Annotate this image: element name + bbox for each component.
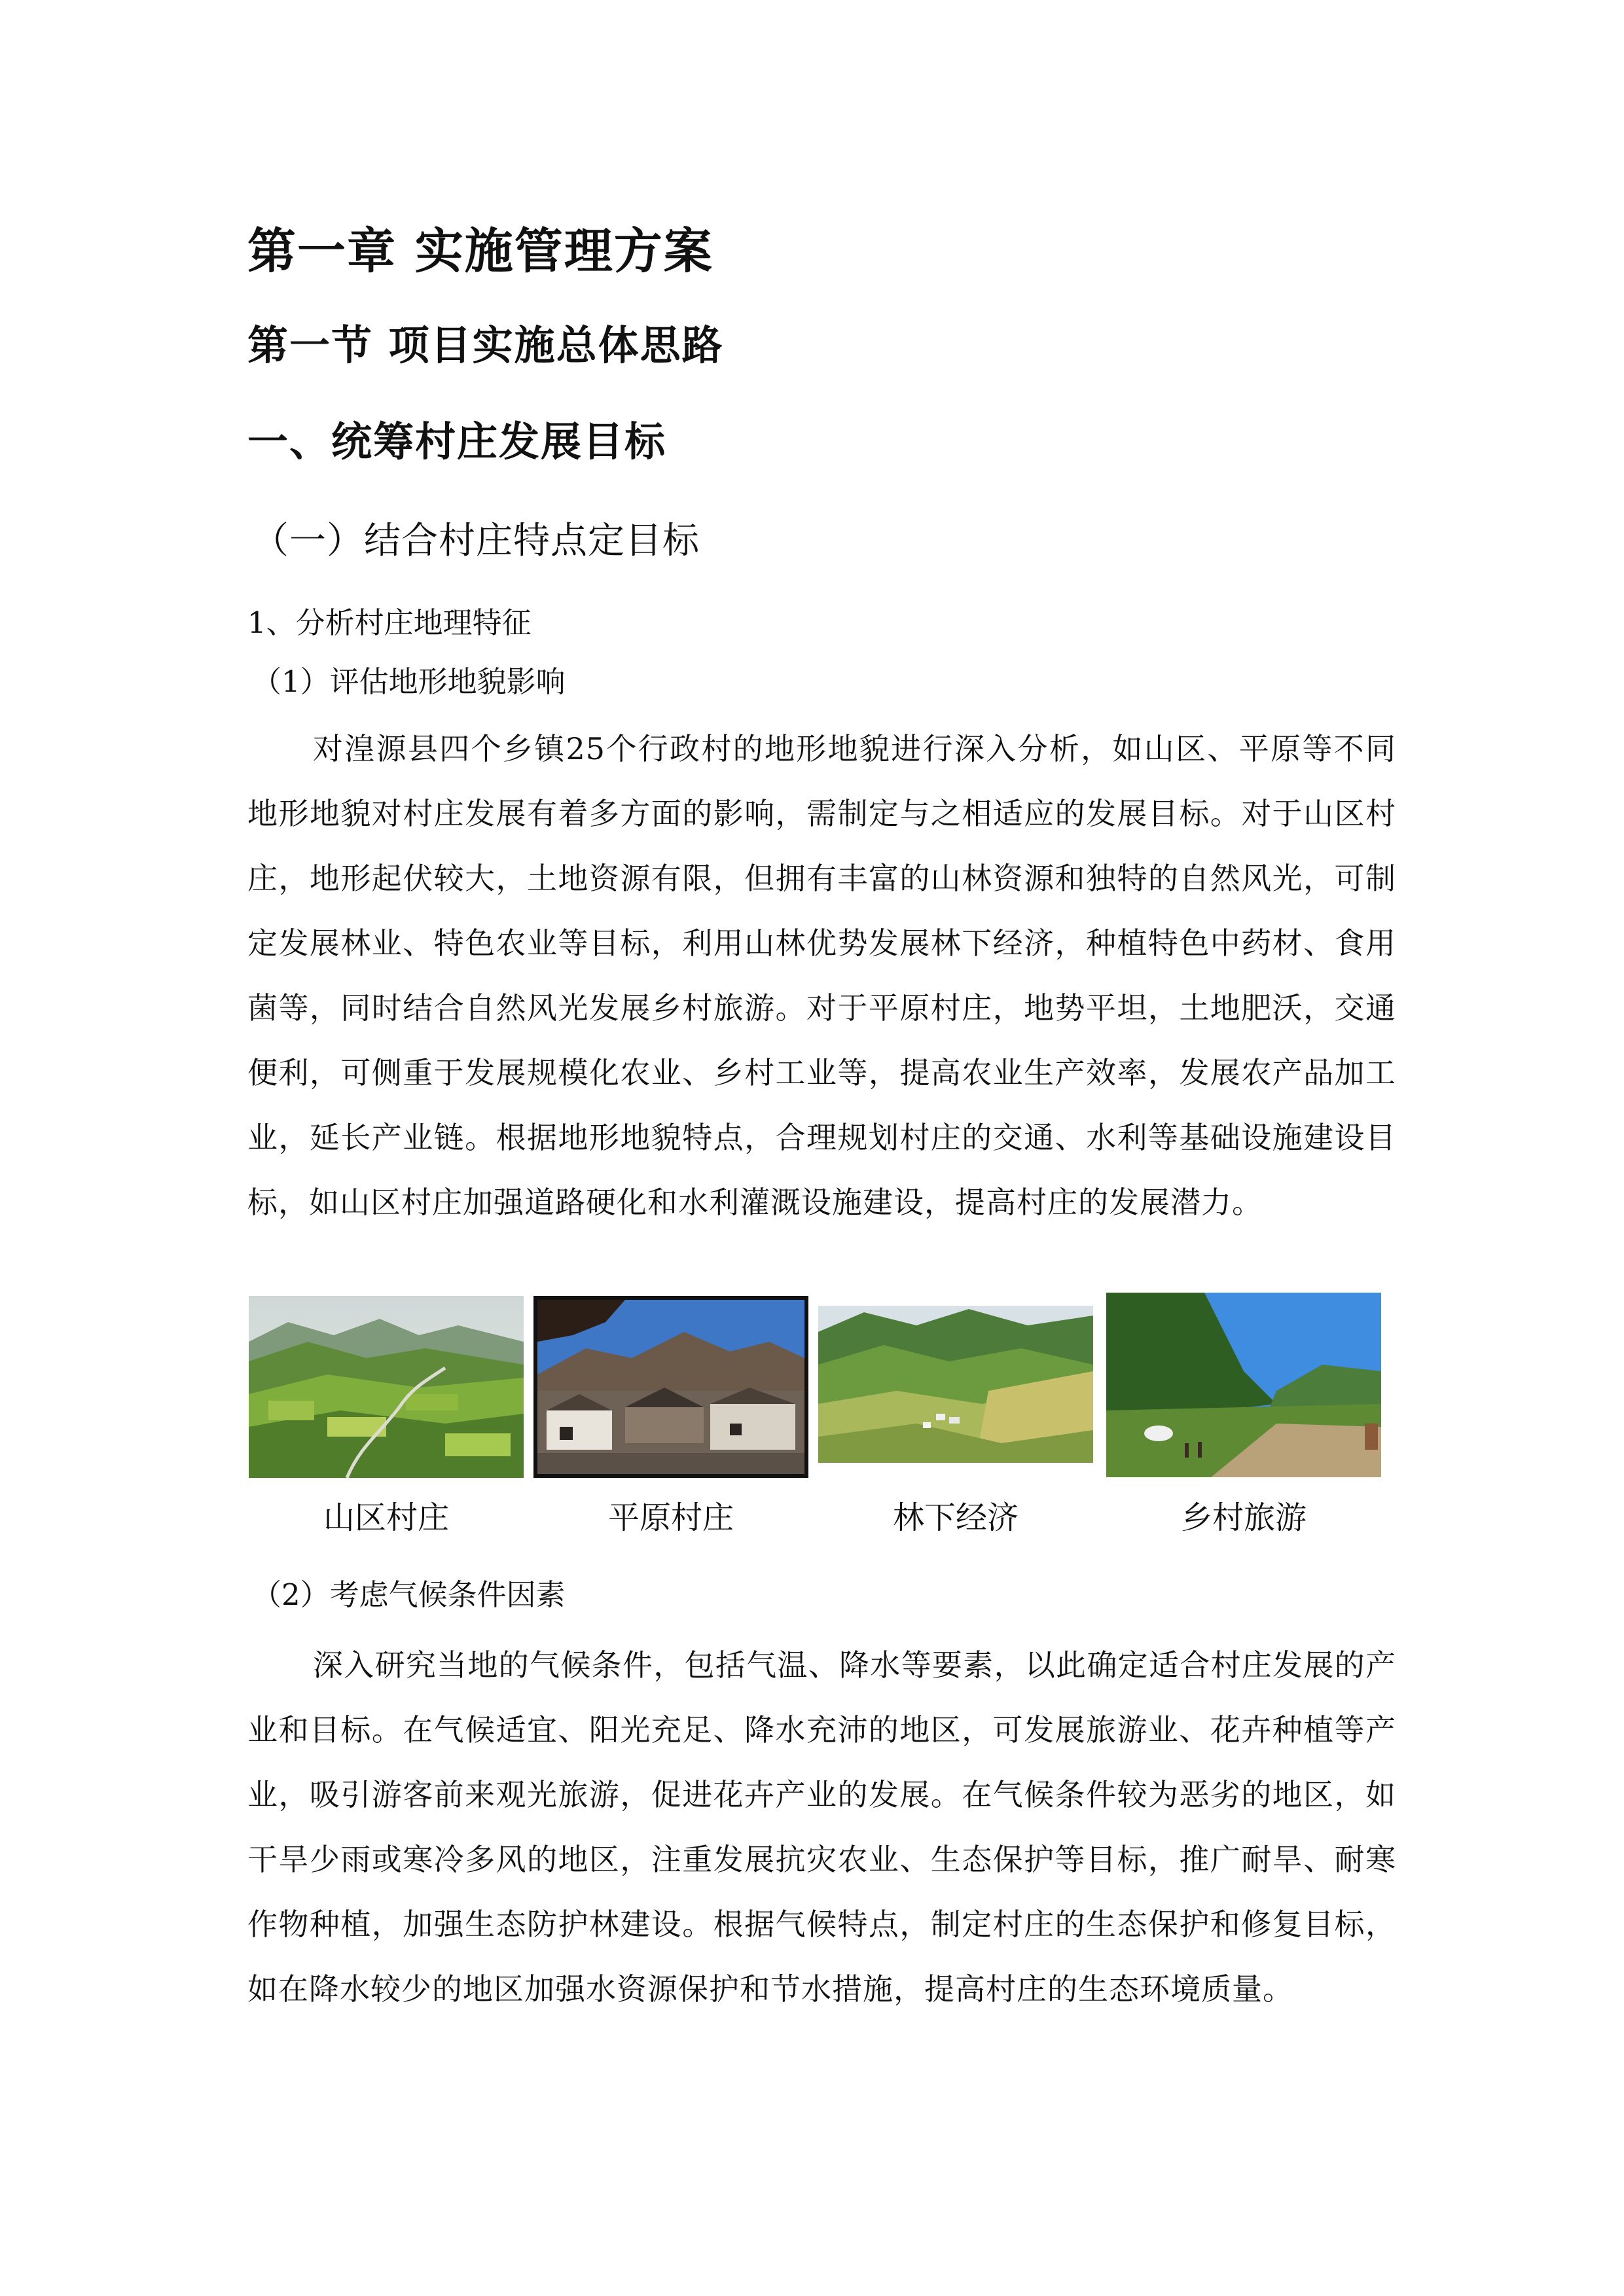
sub-subsection-title: （一）结合村庄特点定目标	[252, 520, 700, 562]
item-heading-1: 1、分析村庄地理特征	[247, 605, 532, 640]
forest-economy-photo	[818, 1306, 1093, 1463]
photo-caption-forest-economy: 林下经济	[892, 1499, 1019, 1536]
photo-caption-rural-tourism: 乡村旅游	[1180, 1499, 1307, 1536]
rural-tourism-photo	[1106, 1293, 1381, 1477]
mountain-village-photo	[249, 1296, 524, 1478]
photo-caption-mountain-village: 山区村庄	[323, 1499, 449, 1536]
photo-caption-plain-village: 平原村庄	[607, 1499, 734, 1536]
paragraph-terrain: 对湟源县四个乡镇25个行政村的地形地貌进行深入分析，如山区、平原等不同地形地貌对村庄发展有着多方面的影响，需制定与之相适应的发展目标。对于山区村庄，地形起伏较大，土地资源有限，但拥有丰富的山林资源和独特的自然风光，可制定发展林业、特色农业等目标，利用山林优势发展林下经济，种植特色中药材、食用菌等，同时结合自然风光发展乡村旅游。对于平原村庄，地势平坦，土地肥沃，交通便利，可侧重于发展规模化农业、乡村工业等，提高农业生产效率，发展农产品加工业，延长产业链。根据地形地貌特点，合理规划村庄的交通、水利等基础设施建设目标，如山区村庄加强道路硬化和水利灌溉设施建设，提高村庄的发展潜力。	[247, 731, 1396, 1220]
chapter-title: 第一章 实施管理方案	[247, 223, 713, 279]
item-heading-1-2: （2）考虑气候条件因素	[252, 1577, 566, 1612]
section-title: 第一节 项目实施总体思路	[247, 321, 724, 369]
plain-village-photo	[533, 1296, 808, 1478]
item-heading-1-1: （1）评估地形地貌影响	[252, 664, 566, 699]
paragraph-climate: 深入研究当地的气候条件，包括气温、降水等要素，以此确定适合村庄发展的产业和目标。在气候适宜、阳光充足、降水充沛的地区，可发展旅游业、花卉种植等产业，吸引游客前来观光旅游，促进花卉产业的发展。在气候条件较为恶劣的地区，如干旱少雨或寒冷多风的地区，注重发展抗灾农业、生态保护等目标，推广耐旱、耐寒作物种植，加强生态防护林建设。根据气候特点，制定村庄的生态保护和修复目标，如在降水较少的地区加强水资源保护和节水措施，提高村庄的生态环境质量。	[247, 1647, 1396, 2007]
subsection-title: 一、统筹村庄发展目标	[247, 418, 667, 465]
